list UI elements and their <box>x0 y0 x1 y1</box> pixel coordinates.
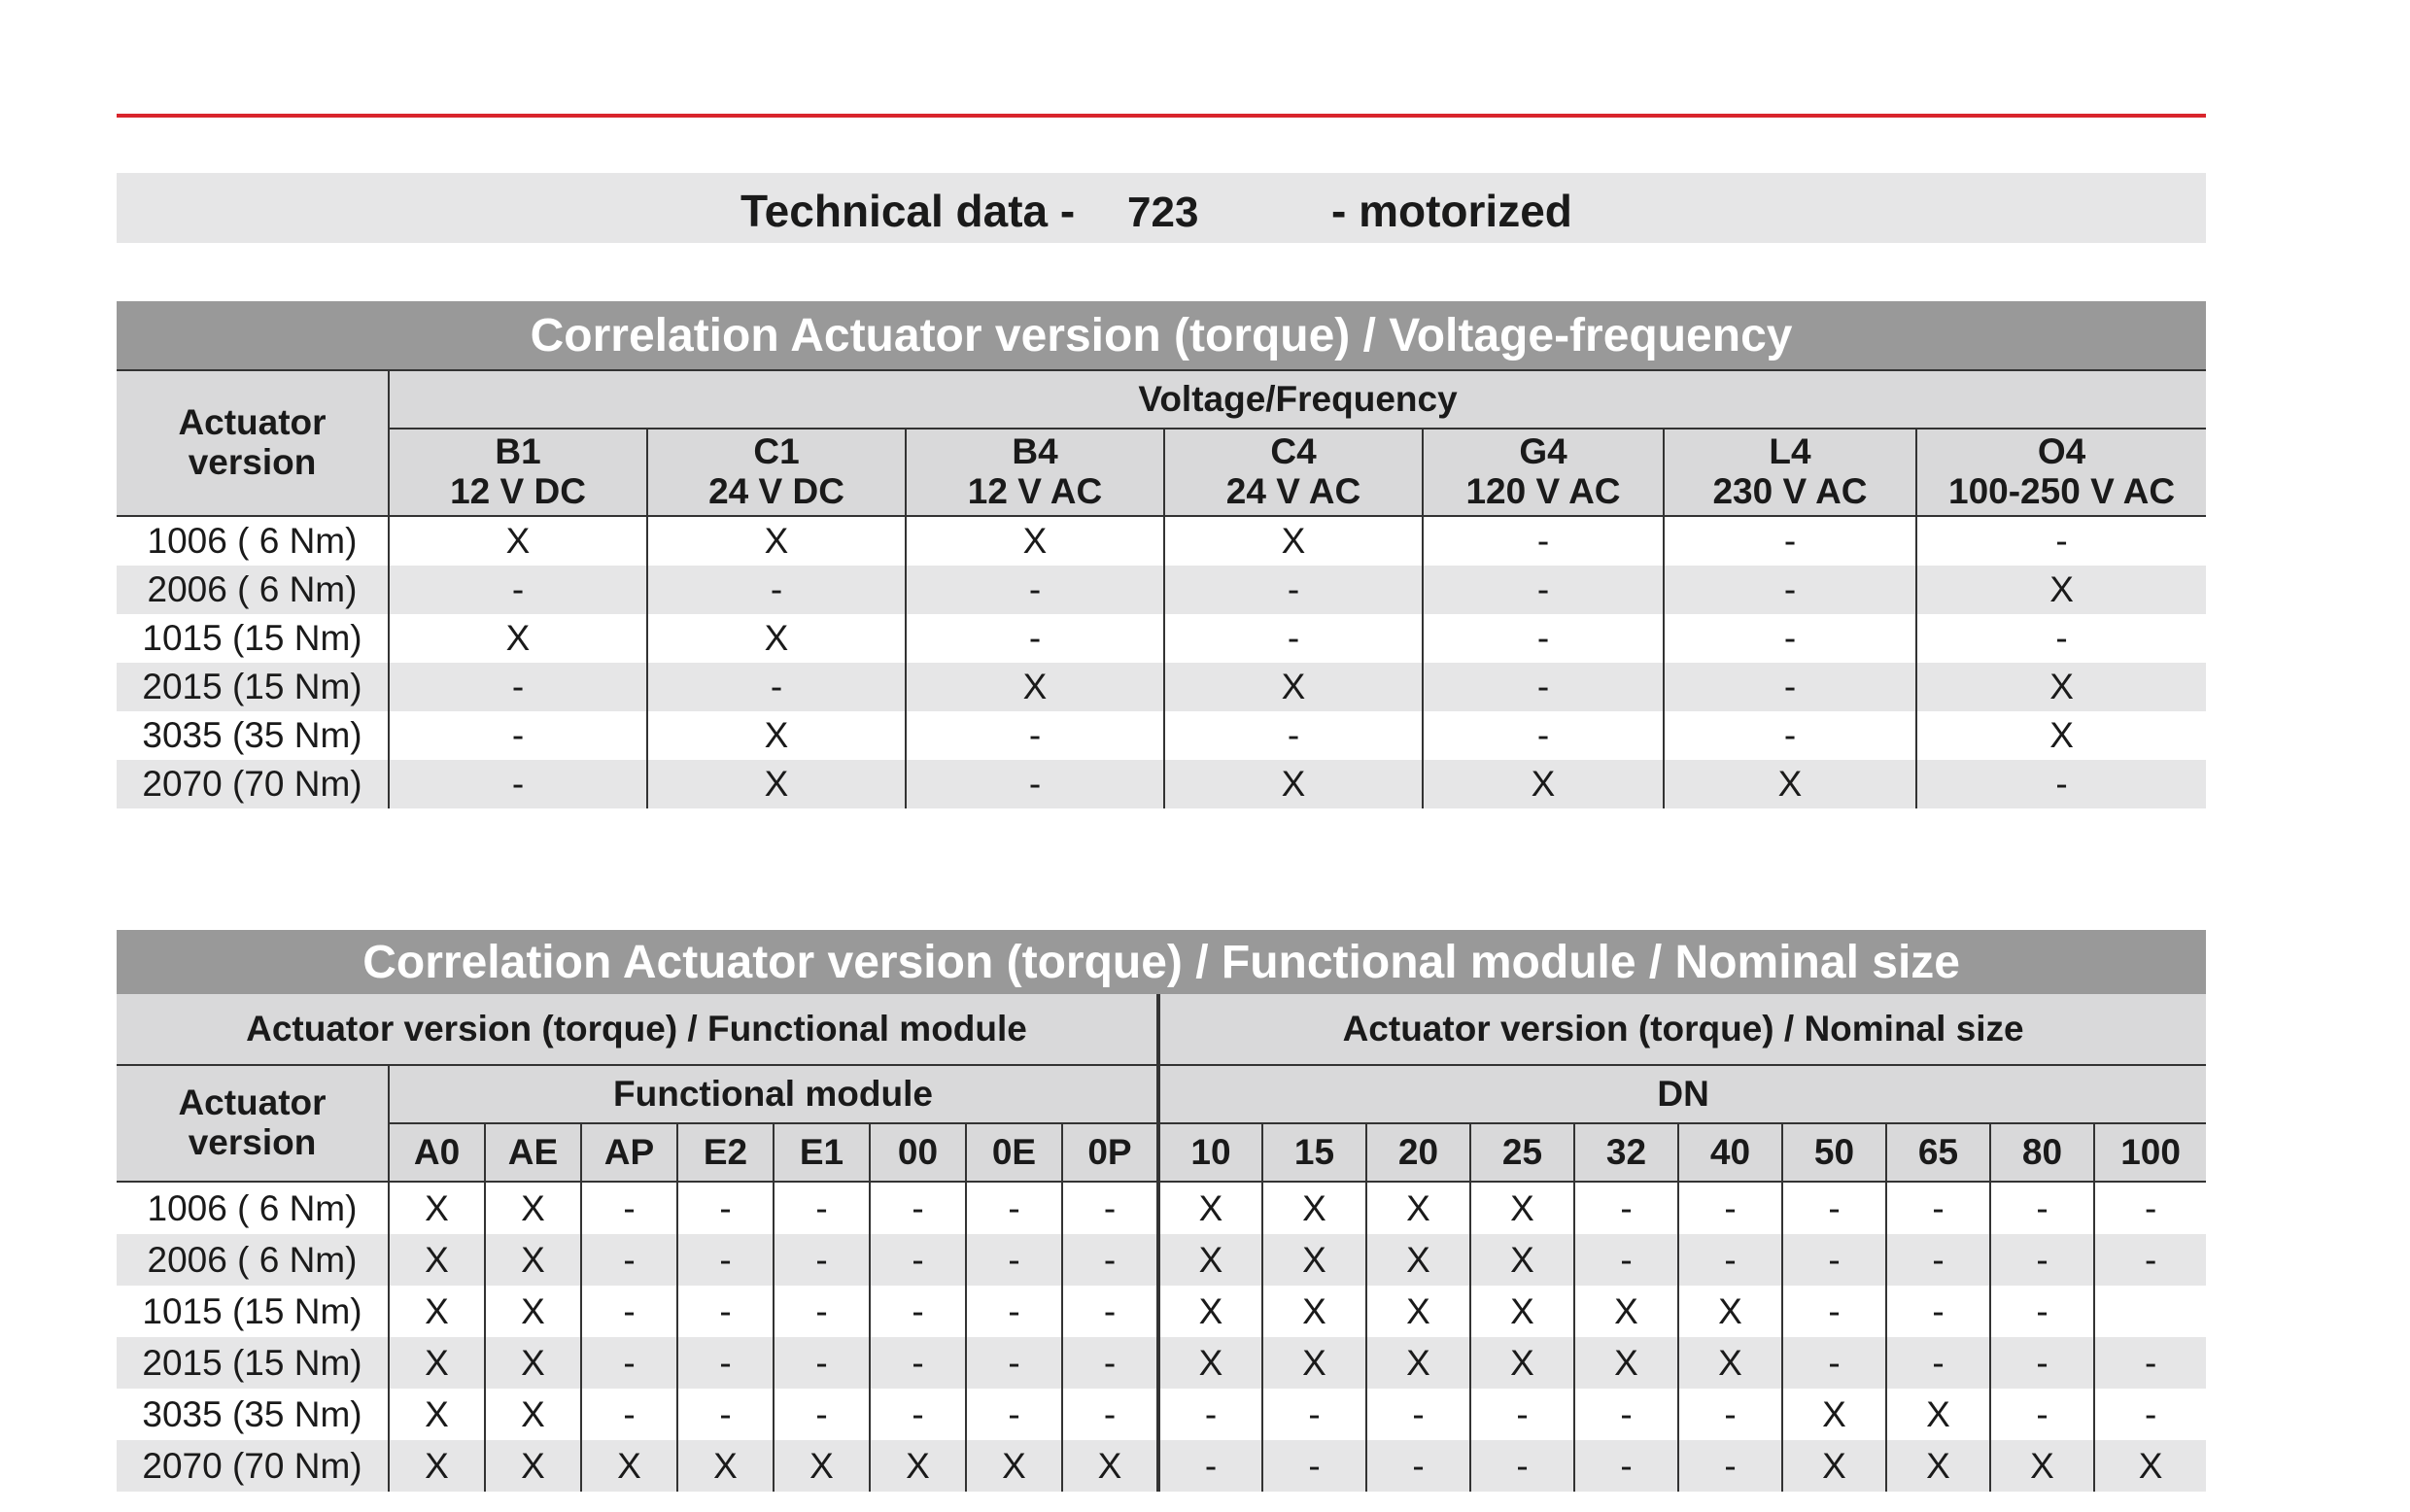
dn-compatibility-cell: - <box>1678 1182 1782 1234</box>
compatibility-cell: - <box>1664 663 1916 711</box>
dn-compatibility-cell: - <box>1990 1286 2094 1337</box>
module-compatibility-cell: - <box>774 1337 870 1389</box>
table1-caption: Correlation Actuator version (torque) / Voltage-frequency <box>117 301 2206 370</box>
module-compatibility-cell: X <box>1062 1440 1158 1492</box>
voltage-value: 230 V AC <box>1712 471 1868 511</box>
module-compatibility-cell: - <box>774 1286 870 1337</box>
table-row <box>117 711 2206 760</box>
dn-compatibility-cell: X <box>1366 1337 1470 1389</box>
module-compatibility-cell: X <box>389 1440 485 1492</box>
module-compatibility-cell: X <box>485 1389 581 1440</box>
module-compatibility-cell: - <box>581 1337 677 1389</box>
module-compatibility-cell: - <box>677 1337 774 1389</box>
dn-compatibility-cell: X <box>1470 1286 1574 1337</box>
dn-compatibility-cell: - <box>1470 1389 1574 1440</box>
voltage-value: 12 V DC <box>450 471 586 511</box>
module-compatibility-cell: X <box>966 1440 1062 1492</box>
compatibility-cell: - <box>647 566 906 614</box>
table2-right-group: Actuator version (torque) / Nominal size <box>1158 994 2206 1065</box>
compatibility-cell: - <box>906 566 1164 614</box>
actuator-version-cell: 1015 (15 Nm) <box>142 1290 362 1331</box>
module-compatibility-cell: - <box>1062 1182 1158 1234</box>
voltage-code: B4 <box>1012 431 1058 472</box>
compatibility-cell: X <box>647 614 906 663</box>
dn-compatibility-cell: - <box>1678 1234 1782 1286</box>
compatibility-cell: X <box>1916 566 2206 614</box>
dn-compatibility-cell: X <box>1262 1182 1366 1234</box>
table-row <box>117 566 2206 614</box>
dn-compatibility-cell: - <box>1470 1440 1574 1492</box>
table-row <box>117 760 2206 808</box>
dn-compatibility-cell: X <box>1886 1389 1990 1440</box>
table-row <box>117 1286 2206 1337</box>
module-compatibility-cell: X <box>485 1440 581 1492</box>
module-compatibility-cell: - <box>774 1182 870 1234</box>
dn-compatibility-cell: - <box>1990 1182 2094 1234</box>
module-compatibility-cell: - <box>870 1389 966 1440</box>
dn-compatibility-cell: - <box>1262 1389 1366 1440</box>
module-compatibility-cell: - <box>1062 1234 1158 1286</box>
dn-column-header: 80 <box>1990 1123 2094 1182</box>
module-compatibility-cell: X <box>581 1440 677 1492</box>
dn-compatibility-cell: X <box>1886 1440 1990 1492</box>
voltage-value: 100-250 V AC <box>1948 471 2176 511</box>
dn-compatibility-cell: - <box>2094 1234 2206 1286</box>
compatibility-cell: - <box>1164 711 1423 760</box>
compatibility-cell: - <box>1664 566 1916 614</box>
module-compatibility-cell: - <box>1062 1286 1158 1337</box>
compatibility-cell: - <box>1916 516 2206 566</box>
dn-column-header: 15 <box>1262 1123 1366 1182</box>
table-row <box>117 516 2206 566</box>
dn-compatibility-cell: - <box>1574 1182 1678 1234</box>
red-divider-line <box>117 114 2206 118</box>
dn-column-header: 50 <box>1782 1123 1886 1182</box>
module-compatibility-cell: - <box>966 1234 1062 1286</box>
dn-compatibility-cell: - <box>1990 1389 2094 1440</box>
compatibility-cell: - <box>1664 516 1916 566</box>
module-column-header: 00 <box>870 1123 966 1182</box>
compatibility-cell: X <box>1916 711 2206 760</box>
table2-actuator-header: Actuator version <box>117 1065 389 1182</box>
dn-compatibility-cell: - <box>1886 1234 1990 1286</box>
compatibility-cell: X <box>1423 760 1664 808</box>
module-compatibility-cell: - <box>870 1234 966 1286</box>
dn-compatibility-cell: X <box>1158 1182 1262 1234</box>
dn-compatibility-cell: - <box>1366 1440 1470 1492</box>
functional-module-nominal-size-table <box>117 930 2206 1492</box>
compatibility-cell: X <box>389 614 647 663</box>
actuator-version-cell: 3035 (35 Nm) <box>142 1393 362 1434</box>
module-compatibility-cell: - <box>677 1234 774 1286</box>
title-prefix: Technical data - <box>740 186 1076 236</box>
module-column-header: A0 <box>389 1123 485 1182</box>
dn-compatibility-cell: - <box>1678 1389 1782 1440</box>
dn-compatibility-cell: - <box>1158 1389 1262 1440</box>
dn-compatibility-cell: - <box>1574 1234 1678 1286</box>
dn-compatibility-cell: - <box>2094 1337 2206 1389</box>
actuator-version-cell: 2070 (70 Nm) <box>117 760 389 808</box>
voltage-value: 24 V DC <box>708 471 844 511</box>
dn-column-header: 65 <box>1886 1123 1990 1182</box>
module-compatibility-cell: X <box>485 1234 581 1286</box>
table-row <box>117 1234 2206 1286</box>
dn-compatibility-cell: - <box>1886 1286 1990 1337</box>
module-compatibility-cell: - <box>774 1389 870 1440</box>
table-row <box>117 1337 2206 1389</box>
dn-compatibility-cell: - <box>1782 1234 1886 1286</box>
compatibility-cell: - <box>1423 711 1664 760</box>
voltage-value: 12 V AC <box>967 471 1103 511</box>
actuator-version-cell: 2015 (15 Nm) <box>117 663 389 711</box>
dn-compatibility-cell: - <box>1158 1440 1262 1492</box>
dn-compatibility-cell: X <box>1262 1286 1366 1337</box>
module-compatibility-cell: - <box>774 1234 870 1286</box>
dn-compatibility-cell: X <box>1366 1234 1470 1286</box>
module-compatibility-cell: X <box>485 1337 581 1389</box>
actuator-version-cell: 2070 (70 Nm) <box>117 1440 389 1492</box>
dn-compatibility-cell: X <box>1782 1440 1886 1492</box>
dn-compatibility-cell: X <box>1158 1286 1262 1337</box>
voltage-frequency-table <box>117 301 2206 808</box>
module-compatibility-cell: X <box>389 1389 485 1440</box>
module-compatibility-cell: X <box>389 1337 485 1389</box>
compatibility-cell: X <box>906 516 1164 566</box>
compatibility-cell: - <box>389 760 647 808</box>
voltage-code: B1 <box>495 431 541 472</box>
module-column-header: 0E <box>966 1123 1062 1182</box>
dn-compatibility-cell: X <box>1262 1234 1366 1286</box>
compatibility-cell: X <box>906 663 1164 711</box>
dn-compatibility-cell: X <box>1470 1182 1574 1234</box>
compatibility-cell: X <box>1916 663 2206 711</box>
compatibility-cell: - <box>1423 516 1664 566</box>
dn-compatibility-cell: X <box>1574 1286 1678 1337</box>
module-compatibility-cell: - <box>677 1286 774 1337</box>
dn-compatibility-cell: - <box>2094 1182 2206 1234</box>
module-compatibility-cell: X <box>774 1440 870 1492</box>
dn-compatibility-cell: - <box>1782 1286 1886 1337</box>
module-compatibility-cell: X <box>389 1234 485 1286</box>
module-compatibility-cell: - <box>870 1286 966 1337</box>
compatibility-cell: X <box>1164 760 1423 808</box>
compatibility-cell: - <box>1423 566 1664 614</box>
dn-compatibility-cell: X <box>1678 1286 1782 1337</box>
compatibility-cell: X <box>647 516 906 566</box>
voltage-column-header <box>1164 429 1423 516</box>
voltage-code: L4 <box>1769 431 1811 472</box>
actuator-version-cell: 2006 ( 6 Nm) <box>117 1234 389 1286</box>
module-column-header: E1 <box>774 1123 870 1182</box>
dn-compatibility-cell: X <box>1366 1286 1470 1337</box>
table2-left-group: Actuator version (torque) / Functional module <box>246 1008 1027 1048</box>
module-column-header: AE <box>485 1123 581 1182</box>
dn-compatibility-cell: X <box>1366 1182 1470 1234</box>
compatibility-cell: - <box>1664 711 1916 760</box>
compatibility-cell: - <box>1423 663 1664 711</box>
table-row <box>117 1389 2206 1440</box>
voltage-value: 120 V AC <box>1465 471 1621 511</box>
table-row <box>117 614 2206 663</box>
voltage-code: C1 <box>753 431 800 472</box>
dn-compatibility-cell: - <box>1574 1440 1678 1492</box>
dn-compatibility-cell: - <box>1782 1337 1886 1389</box>
dn-compatibility-cell: X <box>1158 1234 1262 1286</box>
voltage-code: C4 <box>1270 431 1317 472</box>
actuator-version-cell: 1006 ( 6 Nm) <box>147 521 358 561</box>
module-compatibility-cell: - <box>966 1389 1062 1440</box>
module-compatibility-cell: - <box>1062 1389 1158 1440</box>
dn-compatibility-cell: X <box>1262 1337 1366 1389</box>
module-compatibility-cell: X <box>870 1440 966 1492</box>
actuator-version-cell: 3035 (35 Nm) <box>142 715 362 755</box>
compatibility-cell: - <box>1916 614 2206 663</box>
dn-column-header: 32 <box>1574 1123 1678 1182</box>
dn-compatibility-cell: X <box>1782 1389 1886 1440</box>
module-compatibility-cell: - <box>870 1182 966 1234</box>
module-compatibility-cell: X <box>389 1286 485 1337</box>
dn-compatibility-cell: X <box>1470 1337 1574 1389</box>
module-compatibility-cell: - <box>581 1182 677 1234</box>
table2-dn-header: DN <box>1158 1065 2206 1123</box>
table2-functional-module-header: Functional module <box>389 1065 1158 1123</box>
compatibility-cell: X <box>647 711 906 760</box>
module-compatibility-cell: - <box>581 1389 677 1440</box>
compatibility-cell: X <box>647 760 906 808</box>
compatibility-cell: X <box>1664 760 1916 808</box>
module-compatibility-cell: - <box>870 1337 966 1389</box>
voltage-column-header <box>1916 429 2206 516</box>
voltage-code: G4 <box>1519 431 1567 472</box>
module-compatibility-cell: X <box>389 1182 485 1234</box>
compatibility-cell: - <box>1164 614 1423 663</box>
module-compatibility-cell: - <box>966 1182 1062 1234</box>
actuator-version-cell: 1015 (15 Nm) <box>142 618 362 658</box>
compatibility-cell: - <box>1164 566 1423 614</box>
actuator-version-cell: 2006 ( 6 Nm) <box>117 566 389 614</box>
voltage-value: 24 V AC <box>1225 471 1361 511</box>
module-column-header: E2 <box>677 1123 774 1182</box>
dn-column-header: 100 <box>2094 1123 2206 1182</box>
dn-column-header: 20 <box>1366 1123 1470 1182</box>
compatibility-cell: - <box>906 614 1164 663</box>
dn-compatibility-cell <box>2094 1286 2206 1337</box>
dn-compatibility-cell: X <box>1990 1440 2094 1492</box>
module-compatibility-cell: - <box>1062 1337 1158 1389</box>
dn-compatibility-cell: X <box>1678 1337 1782 1389</box>
dn-column-header: 25 <box>1470 1123 1574 1182</box>
voltage-column-header <box>1664 429 1916 516</box>
compatibility-cell: - <box>1664 614 1916 663</box>
table-row <box>117 1440 2206 1492</box>
dn-compatibility-cell: - <box>1886 1337 1990 1389</box>
actuator-version-cell: 2015 (15 Nm) <box>117 1337 389 1389</box>
compatibility-cell: - <box>647 663 906 711</box>
compatibility-cell: X <box>389 516 647 566</box>
dn-compatibility-cell: X <box>1158 1337 1262 1389</box>
dn-compatibility-cell: - <box>2094 1389 2206 1440</box>
model-number: 723 <box>1127 189 1199 236</box>
module-compatibility-cell: - <box>581 1234 677 1286</box>
voltage-column-header <box>647 429 906 516</box>
dn-compatibility-cell: X <box>1470 1234 1574 1286</box>
module-compatibility-cell: X <box>485 1182 581 1234</box>
dn-compatibility-cell: - <box>1990 1234 2094 1286</box>
dn-column-header: 40 <box>1678 1123 1782 1182</box>
table-row <box>117 663 2206 711</box>
dn-compatibility-cell: - <box>1886 1182 1990 1234</box>
compatibility-cell: - <box>906 760 1164 808</box>
dn-column-header: 10 <box>1158 1123 1262 1182</box>
compatibility-cell: X <box>1164 516 1423 566</box>
dn-compatibility-cell: - <box>1366 1389 1470 1440</box>
compatibility-cell: - <box>1423 614 1664 663</box>
module-compatibility-cell: - <box>966 1337 1062 1389</box>
module-column-header: AP <box>581 1123 677 1182</box>
table2-caption: Correlation Actuator version (torque) / Functional module / Nominal size <box>117 930 2206 994</box>
voltage-column-header <box>389 429 647 516</box>
compatibility-cell: - <box>389 711 647 760</box>
dn-compatibility-cell: X <box>1574 1337 1678 1389</box>
table1-actuator-header: Actuator version <box>117 370 389 516</box>
title-band <box>117 173 2206 243</box>
dn-compatibility-cell: - <box>1782 1182 1886 1234</box>
module-compatibility-cell: - <box>581 1286 677 1337</box>
title-suffix: - motorized <box>1331 186 1572 236</box>
dn-compatibility-cell: - <box>1678 1440 1782 1492</box>
voltage-column-header <box>906 429 1164 516</box>
actuator-version-cell: 1006 ( 6 Nm) <box>147 1187 358 1228</box>
table-row <box>117 1182 2206 1234</box>
dn-compatibility-cell: - <box>1990 1337 2094 1389</box>
dn-compatibility-cell: - <box>1574 1389 1678 1440</box>
module-compatibility-cell: - <box>677 1389 774 1440</box>
module-compatibility-cell: X <box>485 1286 581 1337</box>
module-column-header: 0P <box>1062 1123 1158 1182</box>
compatibility-cell: - <box>906 711 1164 760</box>
module-compatibility-cell: X <box>677 1440 774 1492</box>
voltage-code: O4 <box>2037 431 2086 472</box>
dn-compatibility-cell: - <box>1262 1440 1366 1492</box>
dn-compatibility-cell: X <box>2094 1440 2206 1492</box>
table1-group-header: Voltage/Frequency <box>389 370 2206 429</box>
compatibility-cell: - <box>389 663 647 711</box>
module-compatibility-cell: - <box>966 1286 1062 1337</box>
voltage-column-header <box>1423 429 1664 516</box>
compatibility-cell: - <box>389 566 647 614</box>
module-compatibility-cell: - <box>677 1182 774 1234</box>
compatibility-cell: - <box>1916 760 2206 808</box>
compatibility-cell: X <box>1164 663 1423 711</box>
